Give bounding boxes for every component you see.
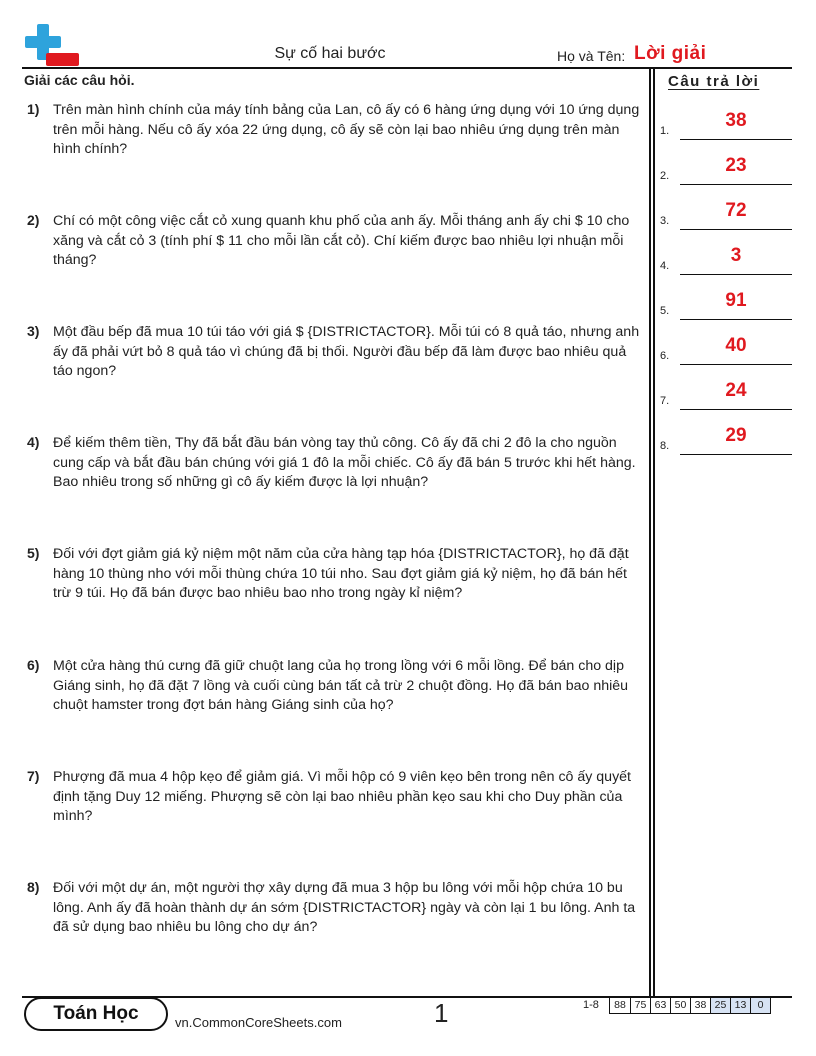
question-text: Một đầu bếp đã mua 10 túi táo với giá $ {DISTRICTACTOR}. Mỗi túi có 8 quả táo, nhưng anh ấy đã phải vứt bỏ 8 quả táo vì chúng đã bị thối. Người đầu bếp đã làm được bao nhiêu quả táo ngon? — [53, 324, 640, 379]
question-number: 6) — [27, 657, 40, 673]
score-cell: 0 — [750, 998, 770, 1013]
answer-value: 23 — [725, 155, 747, 176]
brand-badge: Toán Học — [24, 997, 168, 1031]
column-divider — [653, 68, 655, 996]
question-number: 1) — [27, 101, 40, 117]
answer-line — [680, 184, 792, 185]
column-divider — [649, 68, 651, 996]
answer-row — [660, 335, 795, 365]
score-table — [609, 997, 771, 1014]
answer-line — [680, 319, 792, 320]
score-range-label: 1-8 — [583, 999, 599, 1011]
answer-number: 5. — [660, 305, 670, 317]
answer-value: 91 — [725, 290, 747, 311]
instructions: Giải các câu hỏi. — [24, 72, 135, 88]
answer-row — [660, 380, 795, 410]
question-text: Một cửa hàng thú cưng đã giữ chuột lang của họ trong lồng với 6 mỗi lồng. Để bán cho dịp Giáng sinh, họ đã đặt 7 lồng và cuối cùng bán tất cả trừ 2 chuột đồng. Họ đã bán bao nhiêu chuột hamster trong đợt bán hàng Giáng sinh của họ? — [53, 658, 629, 713]
score-cell: 50 — [670, 998, 690, 1013]
score-cell: 75 — [630, 998, 650, 1013]
answer-value: 38 — [725, 110, 747, 131]
answer-value: 29 — [725, 425, 747, 446]
answer-line — [680, 454, 792, 455]
answer-number: 6. — [660, 350, 670, 362]
answer-row — [660, 155, 795, 185]
answer-number: 3. — [660, 215, 670, 227]
answer-value: 72 — [725, 200, 747, 221]
answer-number: 4. — [660, 260, 670, 272]
question-text: Đối với đợt giảm giá kỷ niệm một năm của cửa hàng tạp hóa {DISTRICTACTOR}, họ đã đặt hàng 10 thùng nho với mỗi thùng chứa 10 túi nho. Sau đợt giảm giá kỷ niệm, họ đã bán hết trừ 9 túi. Họ đã bán được bao nhiêu bao nho trong ngày kỉ niệm? — [53, 546, 629, 601]
answer-line — [680, 229, 792, 230]
answers-heading: Câu trả lời — [668, 73, 760, 90]
score-cell: 38 — [690, 998, 710, 1013]
question-text: Trên màn hình chính của máy tính bảng của Lan, cô ấy có 6 hàng ứng dụng với 10 ứng dụng trên mỗi hàng. Nếu cô ấy xóa 22 ứng dụng, cô ấy sẽ còn lại bao nhiêu ứng dụng trên màn hình chính? — [53, 102, 640, 157]
answer-line — [680, 409, 792, 410]
answer-value: 3 — [730, 245, 742, 266]
question-number: 8) — [27, 879, 40, 895]
answer-row — [660, 290, 795, 320]
name-value: Lời giải — [634, 43, 707, 64]
answer-value: 24 — [725, 380, 747, 401]
header-divider — [22, 67, 792, 69]
name-label: Họ và Tên: — [557, 48, 626, 64]
question-number: 3) — [27, 323, 40, 339]
question-text: Chí có một công việc cắt cỏ xung quanh khu phố của anh ấy. Mỗi tháng anh ấy chi $ 10 cho xăng và cắt cỏ 3 (tính phí $ 11 cho mỗi lần cắt cỏ). Chí kiếm được bao nhiêu lợi nhuận mỗi tháng? — [53, 213, 630, 268]
answer-row — [660, 200, 795, 230]
answer-number: 1. — [660, 125, 670, 137]
answer-row — [660, 425, 795, 455]
answer-number: 8. — [660, 440, 670, 452]
score-cell: 88 — [614, 999, 626, 1011]
page-number: 1 — [434, 998, 449, 1028]
worksheet-title: Sự cố hai bước — [274, 45, 386, 62]
question-text: Đối với một dự án, một người thợ xây dựng đã mua 3 hộp bu lông với mỗi hộp chứa 10 bu lông. Anh ấy đã hoàn thành dự án sớm {DISTRICTACTOR} ngày và còn lại 1 bu lông. Anh ta đã sử dụng bao nhiêu bu lông cho dự án? — [53, 880, 636, 935]
answer-row — [660, 110, 795, 140]
question-number: 2) — [27, 212, 40, 228]
score-cell: 25 — [710, 998, 730, 1013]
answer-number: 7. — [660, 395, 670, 407]
answer-line — [680, 274, 792, 275]
question-text: Phượng đã mua 4 hộp kẹo để giảm giá. Vì mỗi hộp có 9 viên kẹo bên trong nên cô ấy quyết định tặng Duy 12 miếng. Phượng sẽ còn lại bao nhiêu phần kẹo sau khi cho Duy phần của mình? — [53, 769, 632, 824]
question-number: 5) — [27, 545, 40, 561]
answer-line — [680, 139, 792, 140]
score-cell: 63 — [650, 998, 670, 1013]
answer-value: 40 — [725, 335, 747, 356]
question-number: 7) — [27, 768, 40, 784]
answer-line — [680, 364, 792, 365]
question-text: Để kiếm thêm tiền, Thy đã bắt đầu bán vòng tay thủ công. Cô ấy đã chi 2 đô la cho nguồn cung cấp và bắt đầu bán chúng với giá 1 đô la mỗi chiếc. Cô ấy đã bán 5 trước khi hết hàng. Bao nhiêu trong số những gì cô ấy kiếm được là lợi nhuận? — [53, 435, 636, 490]
score-cell: 13 — [730, 998, 750, 1013]
question-number: 4) — [27, 434, 40, 450]
answer-number: 2. — [660, 170, 670, 182]
answer-row — [660, 245, 795, 275]
site-url[interactable]: vn.CommonCoreSheets.com — [175, 1015, 342, 1030]
